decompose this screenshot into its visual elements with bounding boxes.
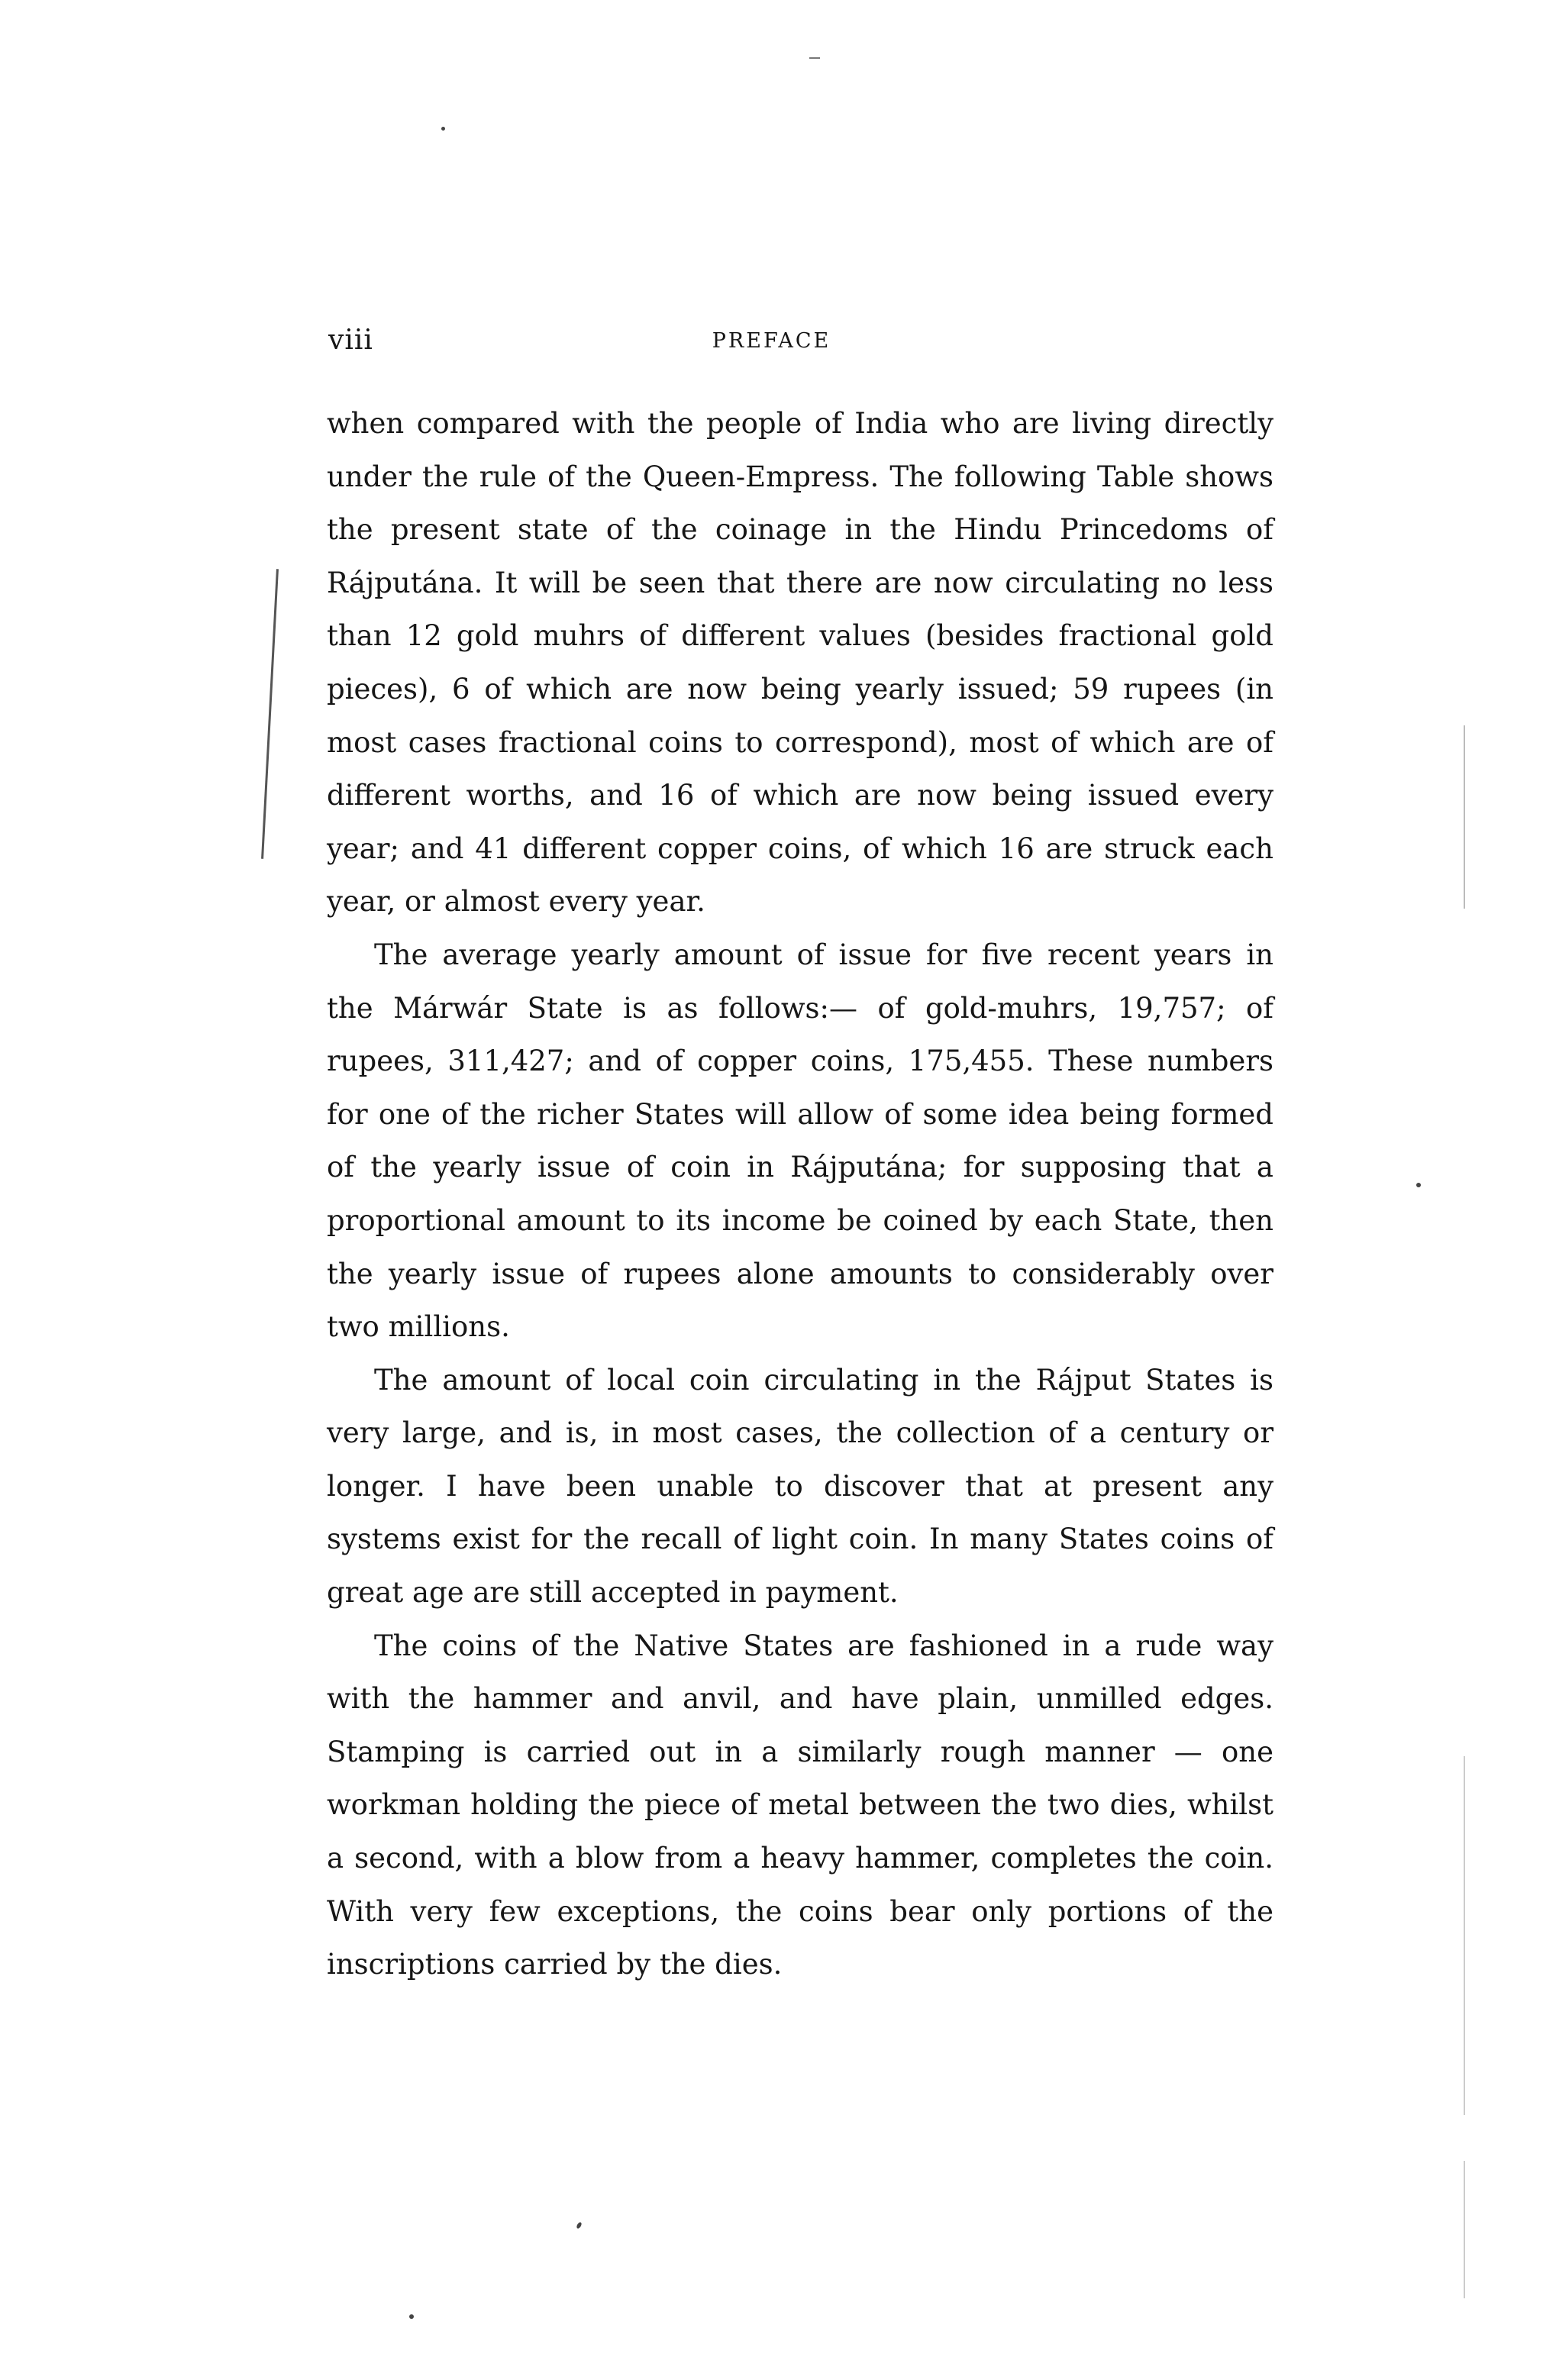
margin-pencil-line [261, 569, 279, 859]
paragraph-4: The coins of the Native States are fashioned in a rude way with the hammer and anvil, and have plain, unmilled edges. Stamping is carried out in a similarly rough manner — one workman holding the piece of metal between the two dies, whilst a second, with a blow from a heavy hammer, completes the coin. With very few exceptions, the coins bear only portions of the inscriptions carried by the dies. [327, 1629, 1273, 1981]
gutter-line-middle [1464, 1756, 1465, 2115]
running-title: PREFACE [712, 329, 831, 353]
speck-4 [409, 2314, 414, 2319]
top-speck-dash [809, 57, 820, 59]
paragraph-2: The average yearly amount of issue for five recent years in the Márwár State is as follows:— of gold-muhrs, 19,757; of rupees, 311,427; and of copper coins, 175,455. These numbers for one of the richer States will allow of some idea being formed of the yearly issue of coin in Rájputána; for supposing that a proportional amount to its income be coined by each State, then the yearly issue of rupees alone amounts to considerably over two millions. [327, 938, 1273, 1344]
page-number: viii [328, 325, 373, 356]
paragraph-1: when compared with the people of India who are living directly under the rule of the Queen-Empress. The following Table shows the present state of the coinage in the Hindu Princedoms of Rájputána. It will be seen that there are now circulating no less than 12 gold muhrs of different values (besides fractional gold pieces), 6 of which are now being yearly issued; 59 rupees (in most cases fractional coins to correspond), most of which are of different worths, and 16 of which are now being issued every year; and 41 different copper coins, of which 16 are struck each year, or almost every year. [327, 407, 1273, 919]
speck-3 [576, 2221, 583, 2229]
body-text [327, 397, 1273, 1991]
paragraph-3: The amount of local coin circulating in the Rájput States is very large, and is, in most cases, the collection of a century or longer. I have been unable to discover that at present any systems exist for the recall of light coin. In many States coins of great age are still accepted in payment. [327, 1363, 1273, 1610]
speck-1 [441, 127, 445, 131]
gutter-line-lower [1464, 2161, 1465, 2298]
gutter-line-upper [1464, 725, 1465, 909]
speck-2 [1416, 1183, 1421, 1187]
